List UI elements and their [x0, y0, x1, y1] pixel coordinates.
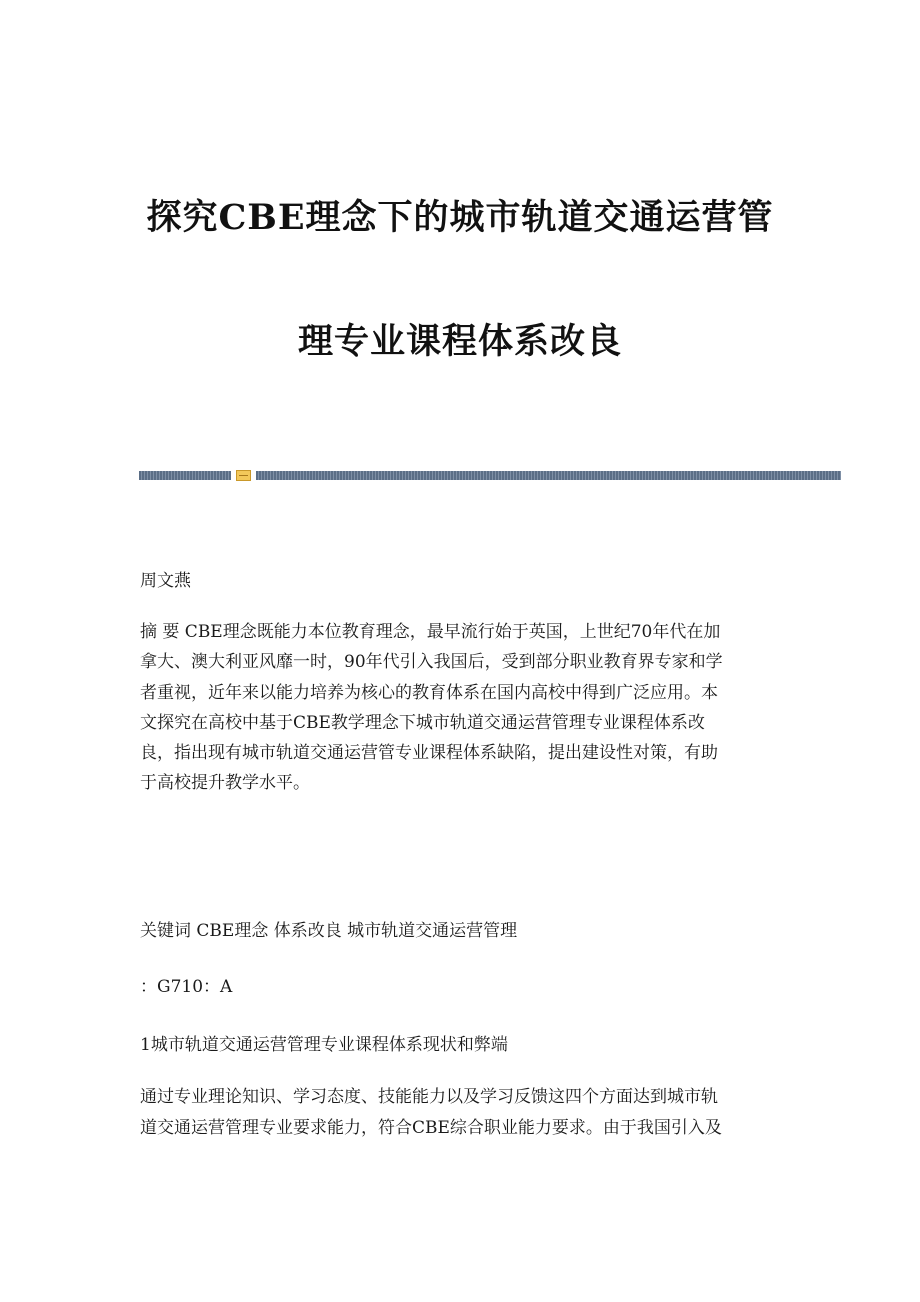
body-paragraph	[140, 1082, 780, 1143]
abstract-line: 于高校提升教学水平。	[140, 773, 310, 794]
abstract-line: 者重视，近年来以能力培养为核心的教育体系在国内高校中得到广泛应用。本	[140, 682, 718, 703]
abstract-line: 良，指出现有城市轨道交通运营管专业课程体系缺陷，提出建设性对策，有助	[140, 743, 718, 764]
abstract	[140, 617, 780, 799]
body-line: 通过专业理论知识、学习态度、技能能力以及学习反馈这四个方面达到城市轨	[140, 1087, 718, 1107]
divider-bar-left	[139, 471, 231, 480]
abstract-line: 文探究在高校中基于CBE教学理念下城市轨道交通运营管理专业课程体系改	[140, 712, 705, 733]
document-title-line-1: 探究CBE理念下的城市轨道交通运营管	[146, 197, 774, 238]
section-heading: 1城市轨道交通运营管理专业课程体系现状和弊端	[140, 1035, 508, 1055]
abstract-line: 摘 要 CBE理念既能力本位教育理念，最早流行始于英国，上世纪70年代在加	[140, 622, 721, 642]
envelope-icon	[236, 470, 251, 481]
title-divider	[139, 471, 841, 480]
abstract-line: 拿大、澳大利亚风靡一时，90年代引入我国后，受到部分职业教育界专家和学	[140, 652, 723, 673]
classification-number: ：G710：A	[140, 977, 233, 997]
keywords: 关键词 CBE理念 体系改良 城市轨道交通运营管理	[140, 921, 518, 941]
author-name: 周文燕	[140, 571, 191, 591]
document-title-line-2: 理专业课程体系改良	[297, 321, 622, 362]
body-line: 道交通运营管理专业要求能力，符合CBE综合职业能力要求。由于我国引入及	[140, 1117, 722, 1138]
divider-bar-right	[256, 471, 841, 480]
